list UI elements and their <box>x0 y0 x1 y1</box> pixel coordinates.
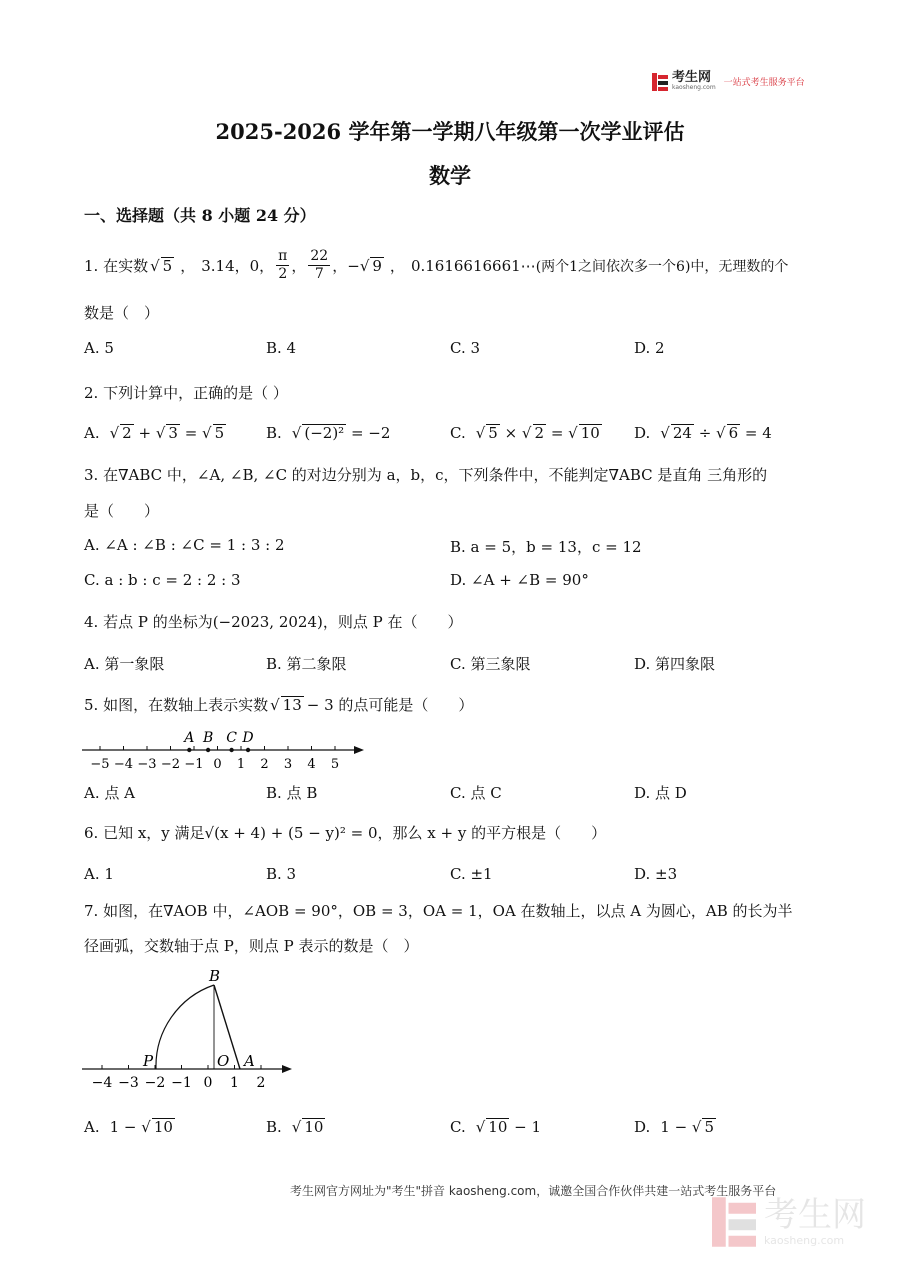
q1-option-a[interactable]: A. 5 <box>84 339 114 357</box>
q5-point <box>187 748 191 752</box>
q7-option-d[interactable]: D. 1 − √ 5 <box>634 1118 715 1136</box>
q1-paren: (两个1之间依次多一个6)中，无理数的个 <box>535 258 789 275</box>
q7-figure <box>80 968 300 1098</box>
q7-tick-label: −3 <box>118 1075 139 1091</box>
q5-tick-label: −1 <box>184 757 204 772</box>
footer-text: 考生网官方网址为"考生"拼音 kaosheng.com，诚邀全国合作伙伴共建一站式考生服务平台 <box>290 1184 777 1198</box>
q1-option-d[interactable]: D. 2 <box>634 339 665 357</box>
q5-tick-label: 0 <box>213 757 222 772</box>
q5-option-a[interactable]: A. 点 A <box>84 784 135 802</box>
logo-sub: kaosheng.com <box>672 84 716 91</box>
q4-option-c[interactable]: C. 第三象限 <box>450 655 531 673</box>
q5-tick-label: −4 <box>113 757 134 772</box>
q2-stem: 2. 下列计算中，正确的是（ ） <box>84 384 288 402</box>
q1-line2: 数是（ ） <box>84 304 160 322</box>
q5-option-b[interactable]: B. 点 B <box>266 784 318 802</box>
q7-label-p: P <box>143 1052 154 1070</box>
q6-stem: 6. 已知 x，y 满足√(x + 4) + (5 − y)² = 0，那么 x + y 的平方根是（ ） <box>84 824 607 842</box>
q1-frac-22-7: $\frac{22}{7}$ <box>310 248 329 282</box>
q3-line1: 3. 在∇ABC 中，∠A, ∠B, ∠C 的对边分别为 a，b，c，下列条件中，不能判定∇ABC 是直角 三角形的 <box>84 466 768 484</box>
q1-frac-pi: $\frac{\pi}{2}$ <box>278 248 288 282</box>
q5-point-label: A <box>184 730 195 746</box>
q3-option-a[interactable]: A. ∠A : ∠B : ∠C = 1 : 3 : 2 <box>84 536 285 554</box>
q5-tick-label: 1 <box>236 757 246 772</box>
q2-option-c[interactable]: C. √ 5 × √ 2 = √ 10 <box>450 424 600 442</box>
q4-option-d[interactable]: D. 第四象限 <box>634 655 716 673</box>
q1-option-b[interactable]: B. 4 <box>266 339 297 357</box>
q1-sqrt9: 9 <box>372 257 382 275</box>
q1-sqrt5: 5 <box>162 257 173 275</box>
q1-neg: − <box>347 256 360 275</box>
q5-number-line <box>80 724 370 774</box>
q7-option-c[interactable]: C. √ 10 − 1 <box>450 1118 542 1136</box>
q5-tick-label: −5 <box>90 757 110 772</box>
q7-tick-label: −4 <box>91 1075 113 1091</box>
q5-tick-label: −2 <box>160 757 181 772</box>
q5-tick-label: 5 <box>330 757 340 772</box>
q2-option-d[interactable]: D. √ 24 ÷ √ 6 = 4 <box>634 424 772 442</box>
q5-point <box>229 748 233 752</box>
q7-tick-label: 0 <box>203 1075 213 1091</box>
q7-tick-label: 1 <box>230 1075 239 1091</box>
q5-point <box>206 748 210 752</box>
q3-option-c[interactable]: C. a : b : c = 2 : 2 : 3 <box>84 571 241 589</box>
q5-point-label: D <box>242 730 254 746</box>
q1-numbers: 3.14，0， <box>201 257 275 275</box>
q7-label-a: A <box>244 1052 255 1070</box>
q7-line1: 7. 如图，在∇AOB 中，∠AOB = 90°，OB = 3，OA = 1，OA 在数轴上，以点 A 为圆心，AB 的长为半 <box>84 902 793 920</box>
q1-prefix: 1. 在实数 <box>84 257 149 275</box>
question-1: 1. 在实数 √ 5 ， 3.14，0， $\frac{\pi}{2}$ ， $\frac{22}{7}$ ， − √ 9 ， 0.1616616661⋯ (两个1之间依次多一个6)中，无理数的个 <box>84 248 789 282</box>
watermark-sub: kaosheng.com <box>764 1234 845 1247</box>
q7-label-o: O <box>217 1052 230 1070</box>
logo-slogan: 一站式考生服务平台 <box>723 78 805 88</box>
q6-option-d[interactable]: D. ±3 <box>634 865 678 883</box>
q7-option-b[interactable]: B. √ 10 <box>266 1118 324 1136</box>
q7-tick-label: −1 <box>171 1075 192 1091</box>
q1-option-c[interactable]: C. 3 <box>450 339 481 357</box>
logo-name: 考生网 <box>672 70 712 85</box>
q6-option-c[interactable]: C. ±1 <box>450 865 493 883</box>
q4-option-a[interactable]: A. 第一象限 <box>84 655 165 673</box>
logo-mark-icon <box>652 73 668 91</box>
q2-option-a[interactable]: A. √ 2 + √ 3 = √ 5 <box>84 424 225 442</box>
q4-option-b[interactable]: B. 第二象限 <box>266 655 347 673</box>
watermark-logo-icon <box>712 1197 756 1247</box>
q7-line2: 径画弧，交数轴于点 P，则点 P 表示的数是（ ） <box>84 937 419 955</box>
q6-option-a[interactable]: A. 1 <box>84 865 114 883</box>
watermark <box>712 1196 866 1247</box>
q7-option-a[interactable]: A. 1 − √ 10 <box>84 1118 173 1136</box>
q1-decimal: 0.1616616661⋯ <box>410 256 536 275</box>
page-title: 2025-2026 学年第一学期八年级第一次学业评估 <box>215 119 685 144</box>
q4-stem: 4. 若点 P 的坐标为(−2023, 2024)，则点 P 在（ ） <box>84 613 463 631</box>
q7-label-b: B <box>209 968 221 985</box>
q5-tick-label: 3 <box>283 757 293 772</box>
q2-option-b[interactable]: B. √ (−2)² = −2 <box>266 424 391 442</box>
q5-stem: 5. 如图，在数轴上表示实数 √ 13 − 3 的点可能是（ ） <box>84 695 474 714</box>
q5-point <box>246 748 250 752</box>
q3-option-d[interactable]: D. ∠A + ∠B = 90° <box>450 571 589 589</box>
q7-tick-label: 2 <box>256 1075 266 1091</box>
watermark-text: 考生网 <box>764 1195 866 1235</box>
q5-tick-label: 4 <box>307 757 316 772</box>
q7-tick-label: −2 <box>144 1075 166 1091</box>
q3-option-b[interactable]: B. a = 5，b = 13，c = 12 <box>450 538 642 556</box>
q5-tick-label: 2 <box>260 757 269 772</box>
q3-line2: 是（ ） <box>84 502 160 520</box>
subject-title: 数学 <box>429 163 471 188</box>
q6-option-b[interactable]: B. 3 <box>266 865 297 883</box>
site-logo[interactable] <box>652 72 805 91</box>
q5-option-c[interactable]: C. 点 C <box>450 784 502 802</box>
q5-radicand: 13 <box>282 696 302 714</box>
q5-option-d[interactable]: D. 点 D <box>634 784 687 802</box>
section-heading: 一、选择题（共 8 小题 24 分） <box>84 206 316 225</box>
q5-point-label: B <box>202 730 214 746</box>
q5-point-label: C <box>226 730 237 746</box>
q5-tick-label: −3 <box>137 757 157 772</box>
